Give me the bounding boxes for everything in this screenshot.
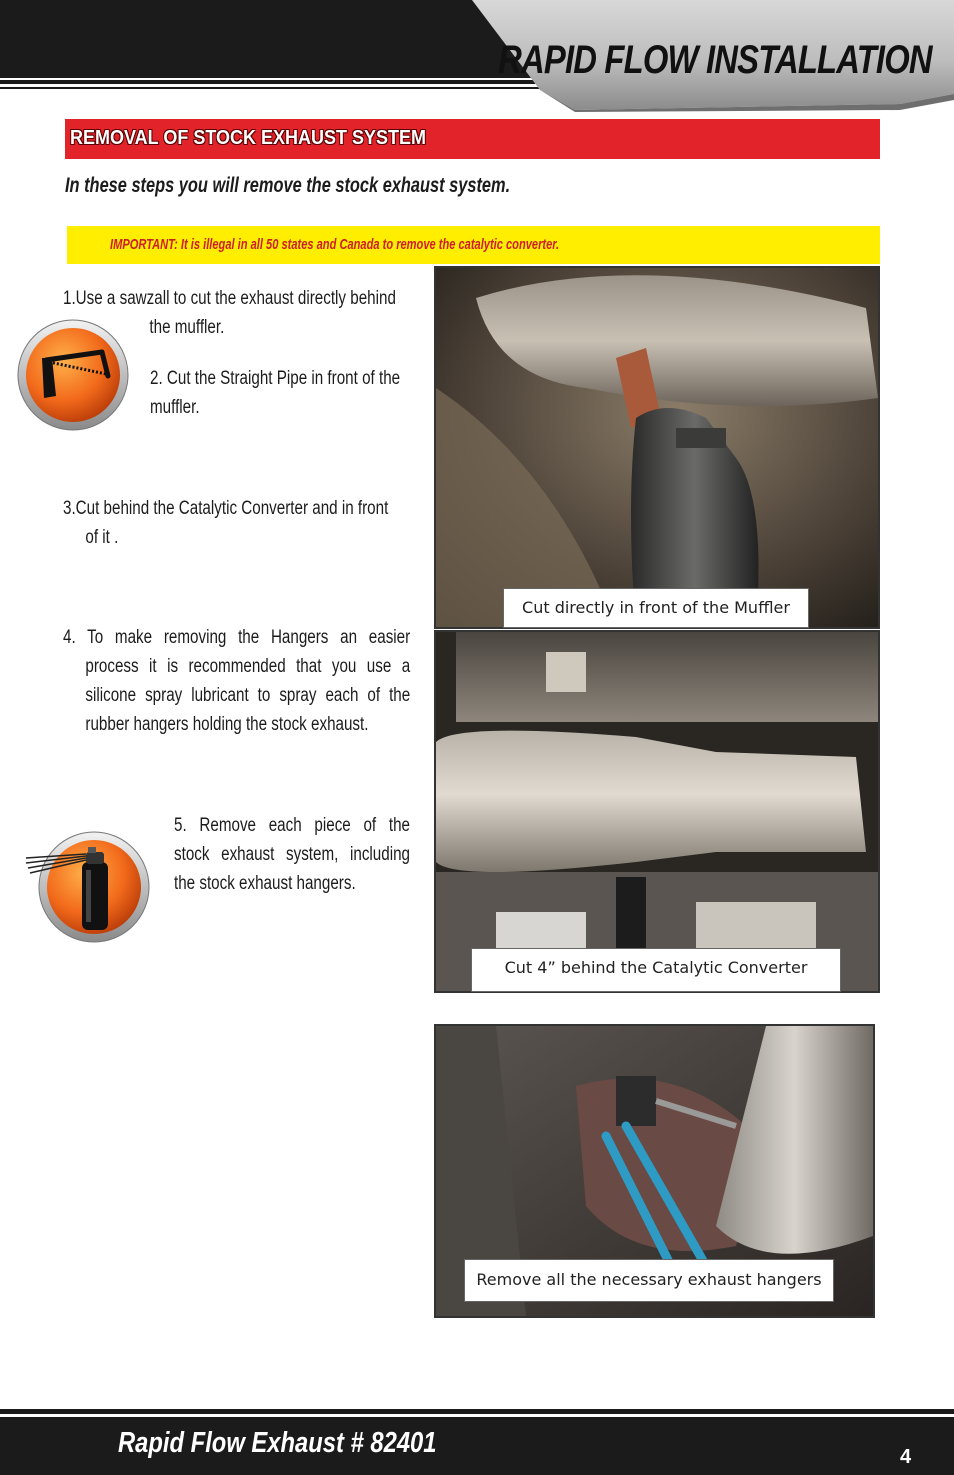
step-2-line-1: 2. Cut the Straight Pipe in front of the [150, 368, 401, 389]
photo-catalytic-cut [434, 630, 880, 993]
step-4-line-1: 4. To make removing the Hangers an easier [63, 627, 411, 648]
step-1-line-1: 1.Use a sawzall to cut the exhaust directly behind [63, 288, 396, 309]
step-4-line-2: process it is recommended that you use a [85, 656, 411, 677]
step-1-line-2: the muffler. [149, 317, 225, 338]
important-notice-text: IMPORTANT: It is illegal in all 50 states and Canada to remove the catalytic converter. [110, 236, 560, 253]
photo-3-caption: Remove all the necessary exhaust hangers [464, 1259, 834, 1302]
footer-title: Rapid Flow Exhaust # 82401 [118, 1427, 437, 1459]
photo-1-caption: Cut directly in front of the Muffler [503, 588, 809, 628]
step-4-line-4: rubber hangers holding the stock exhaust. [85, 714, 369, 735]
page-number: 4 [900, 1446, 912, 1468]
step-2 [150, 364, 430, 422]
step-5 [174, 811, 410, 898]
step-5-line-2: stock exhaust system, including [174, 844, 410, 865]
step-2-line-2: muffler. [150, 397, 200, 418]
step-4 [63, 623, 410, 739]
step-3-line-1: 3.Cut behind the Catalytic Converter and in front [63, 498, 389, 519]
step-5-line-3: the stock exhaust hangers. [174, 873, 356, 894]
step-3-line-2: of it . [85, 527, 119, 548]
spray-can-icon [24, 830, 152, 944]
section-header-bar [65, 119, 880, 159]
step-3 [63, 494, 423, 552]
photo-2-caption: Cut 4” behind the Catalytic Converter [471, 948, 841, 992]
catalytic-photo-art [436, 632, 878, 991]
footer-rule [0, 1409, 954, 1414]
important-notice-bar [67, 226, 880, 264]
section-title: REMOVAL OF STOCK EXHAUST SYSTEM [70, 127, 427, 149]
step-4-line-3: silicone spray lubricant to spray each of the [85, 685, 411, 706]
muffler-photo-art [436, 268, 878, 627]
page-title: RAPID FLOW INSTALLATION [498, 38, 932, 82]
photo-muffler-cut [434, 266, 880, 629]
intro-text: In these steps you will remove the stock exhaust system. [65, 174, 511, 197]
hacksaw-icon [16, 318, 130, 432]
step-5-line-1: 5. Remove each piece of the [174, 815, 410, 836]
